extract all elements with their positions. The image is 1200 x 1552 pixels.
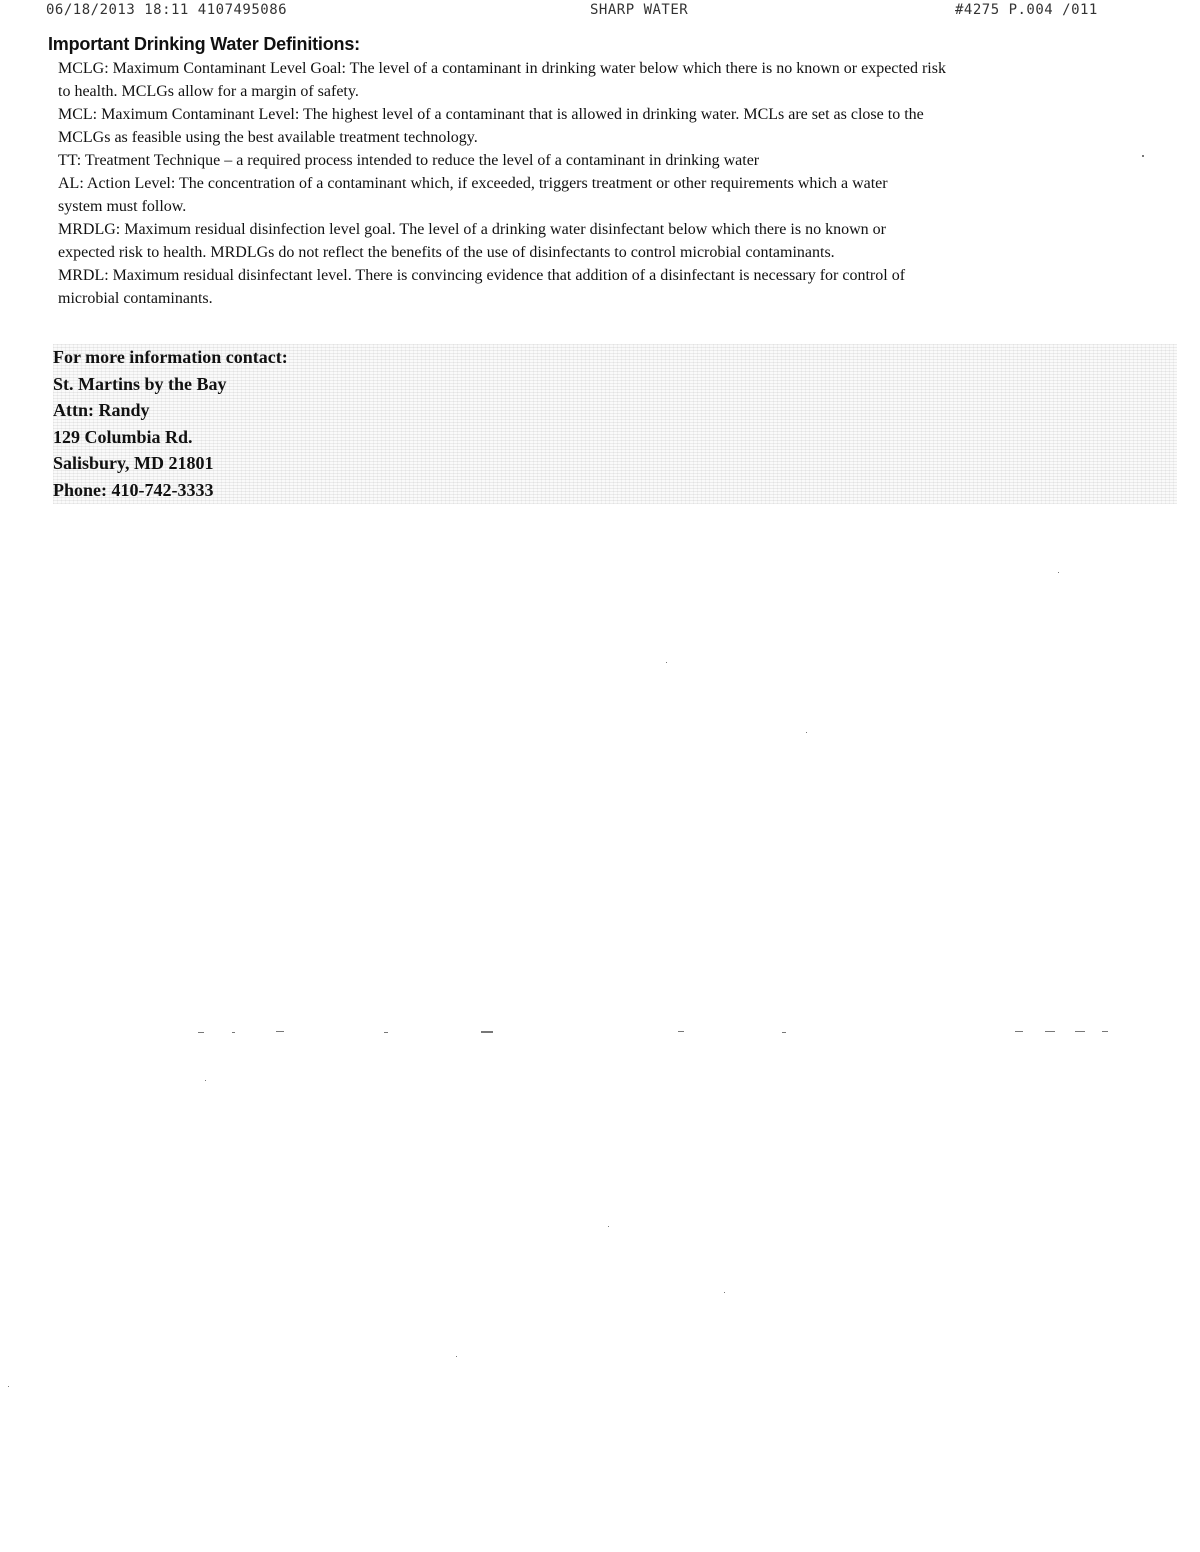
definition-line: MCL: Maximum Contaminant Level: The highest level of a contaminant that is allowed in drinking water. MCLs are set as close to the: [58, 106, 924, 123]
contact-attention: Attn: Randy: [53, 400, 150, 420]
contact-organization: St. Martins by the Bay: [53, 373, 227, 394]
contact-phone: Phone: 410-742-3333: [53, 479, 214, 500]
scan-speck: [678, 1031, 684, 1032]
scan-speck: [1075, 1031, 1085, 1032]
fax-page-number: #4275 P.004 /011: [955, 2, 1098, 18]
definitions-section: [48, 34, 1158, 310]
definition-line: TT: Treatment Technique – a required process intended to reduce the level of a contaminant in drinking water: [58, 152, 760, 169]
scan-speck: [276, 1031, 284, 1032]
scan-speck: [782, 1032, 786, 1033]
scan-speck: [198, 1032, 204, 1033]
definition-line: MCLGs as feasible using the best available treatment technology.: [58, 129, 478, 146]
contact-street: 129 Columbia Rd.: [53, 426, 193, 447]
definition-line: expected risk to health. MRDLGs do not reflect the benefits of the use of disinfectants to control microbial contaminants.: [58, 244, 835, 261]
definition-line: system must follow.: [58, 198, 187, 215]
contact-heading: For more information contact:: [53, 347, 288, 367]
definition-line: MCLG: Maximum Contaminant Level Goal: The level of a contaminant in drinking water below which there is no known or expected risk: [58, 60, 946, 77]
definition-line: to health. MCLGs allow for a margin of safety.: [58, 83, 359, 100]
definition-line: MRDLG: Maximum residual disinfection level goal. The level of a drinking water disinfectant below which there is no known or: [58, 221, 886, 238]
scan-speck: [481, 1031, 493, 1033]
scan-speck: [666, 662, 667, 663]
scan-speck: [205, 1080, 206, 1081]
fax-sender-name: SHARP WATER: [590, 2, 689, 18]
scan-speck: [724, 1292, 725, 1293]
fax-header: [0, 0, 1200, 22]
definitions-heading: Important Drinking Water Definitions:: [48, 34, 360, 54]
scan-speck: [1045, 1031, 1055, 1032]
definition-line: AL: Action Level: The concentration of a contaminant which, if exceeded, triggers treatment or other requirements which a water: [58, 175, 888, 192]
scan-speck: [1142, 155, 1144, 157]
scan-speck: [1058, 572, 1059, 573]
contact-city-state-zip: Salisbury, MD 21801: [53, 453, 214, 473]
scan-speck: [1102, 1031, 1108, 1032]
scan-speck: [608, 1226, 609, 1227]
contact-box: [53, 344, 1177, 504]
scan-speck: [1015, 1031, 1023, 1032]
scan-speck: [232, 1032, 235, 1033]
definition-line: microbial contaminants.: [58, 290, 213, 307]
scan-speck: [384, 1032, 388, 1033]
scan-speck: [456, 1356, 457, 1357]
fax-timestamp-number: 06/18/2013 18:11 4107495086: [46, 2, 288, 18]
scan-speck: [8, 1386, 9, 1387]
definition-line: MRDL: Maximum residual disinfectant level. There is convincing evidence that addition of a disinfectant is necessary for control of: [58, 267, 906, 284]
scan-speck: [806, 732, 807, 733]
